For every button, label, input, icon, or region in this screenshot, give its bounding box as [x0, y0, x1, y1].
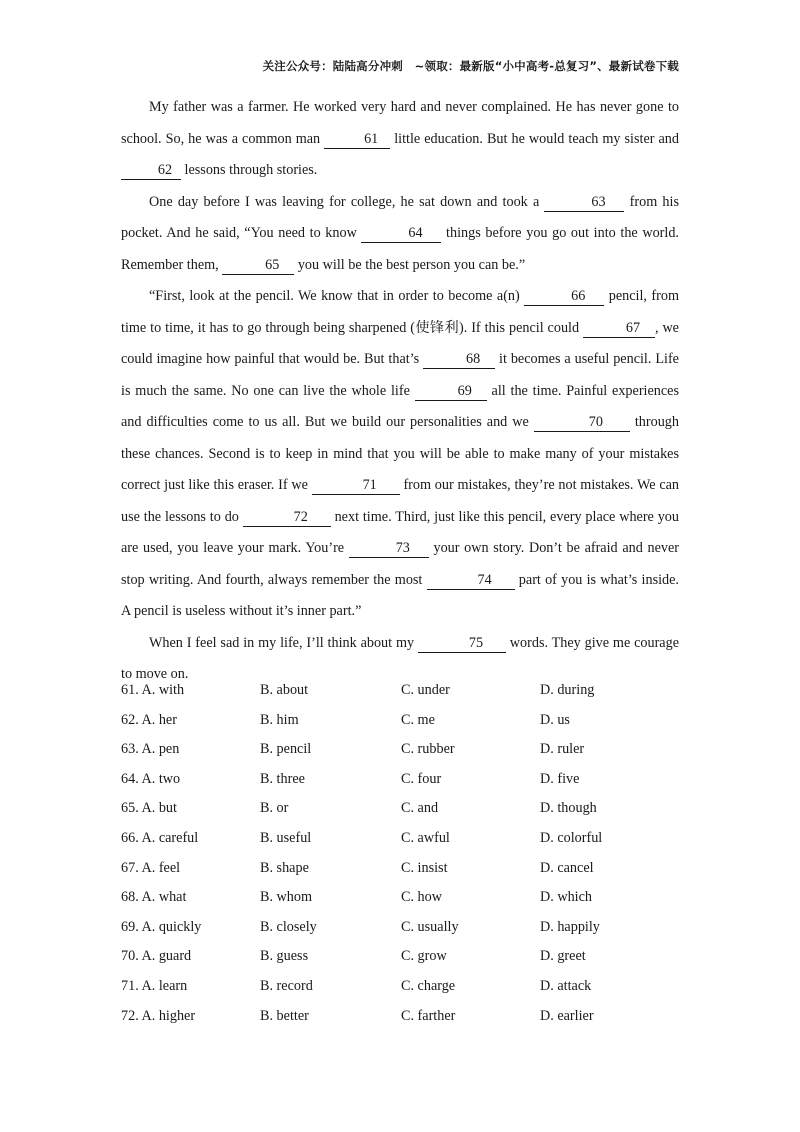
question-row [121, 741, 679, 771]
option-choice: D. though [540, 800, 597, 817]
passage-text: pencil, from time to time, it has to go through being sharpened (使锋利). If this pencil could [121, 288, 679, 336]
question-row [121, 830, 679, 860]
passage-text: My father was a farmer. He worked very hard and never complained. He has never gone to school. So, he was a common man [121, 99, 679, 147]
question-row [121, 771, 679, 801]
option-choice: C. four [401, 770, 442, 787]
passage-text: all the time. Painful experiences and difficulties come to us all. But we build our personalities and we [121, 382, 679, 430]
option-choice: 69. A. quickly [121, 918, 202, 935]
option-choice: B. closely [260, 918, 317, 935]
option-choice: B. shape [260, 859, 309, 876]
option-choice: C. me [401, 711, 435, 728]
answer-options-list [121, 682, 679, 1037]
option-choice: 64. A. two [121, 770, 181, 787]
option-choice: 72. A. higher [121, 1007, 196, 1024]
option-choice: C. charge [401, 977, 456, 994]
passage-text: it becomes a useful pencil. Life is much the same. No one can live the whole life [121, 351, 679, 399]
option-choice: D. attack [540, 977, 592, 994]
option-choice: C. awful [401, 829, 450, 846]
passage-paragraph [121, 187, 679, 282]
option-choice: D. cancel [540, 859, 594, 876]
option-choice: 65. A. but [121, 800, 177, 817]
option-choice: C. how [401, 889, 442, 906]
blank-71[interactable]: 71 [312, 477, 400, 495]
question-row [121, 948, 679, 978]
passage-text: you will be the best person you can be.” [294, 256, 526, 273]
option-choice: C. usually [401, 918, 459, 935]
blank-75[interactable]: 75 [418, 635, 506, 653]
passage-text: next time. Third, just like this pencil, every place where you are used, you leave your mark. You’re [121, 508, 679, 556]
option-choice: B. useful [260, 829, 312, 846]
option-choice: B. him [260, 711, 299, 728]
blank-70[interactable]: 70 [534, 414, 630, 432]
question-row [121, 682, 679, 712]
option-choice: C. grow [401, 948, 447, 965]
option-choice: B. or [260, 800, 289, 817]
option-choice: 70. A. guard [121, 948, 192, 965]
option-choice: B. pencil [260, 741, 312, 758]
option-choice: D. which [540, 889, 593, 906]
passage-text: from his pocket. And he said, “You need to know [121, 193, 679, 241]
question-row [121, 978, 679, 1008]
option-choice: D. during [540, 682, 595, 698]
blank-72[interactable]: 72 [243, 509, 331, 527]
option-choice: B. whom [260, 889, 313, 906]
option-choice: 62. A. her [121, 711, 177, 728]
passage-text: lessons through stories. [181, 162, 318, 178]
question-row [121, 860, 679, 890]
option-choice: 61. A. with [121, 682, 185, 698]
option-choice: C. under [401, 682, 450, 698]
passage-text: your own story. Don’t be afraid and never stop writing. And fourth, always remember the most [121, 540, 679, 588]
blank-73[interactable]: 73 [349, 540, 429, 558]
passage-text: things before you go out into the world. Remember them, [121, 225, 679, 273]
question-row [121, 919, 679, 949]
option-choice: C. and [401, 800, 439, 817]
passage-text: words. They give me courage to move on. [121, 634, 679, 682]
passage-text: When I feel sad in my life, I’ll think about my [149, 634, 418, 651]
option-choice: C. rubber [401, 741, 455, 758]
option-choice: D. us [540, 711, 570, 728]
option-choice: D. ruler [540, 741, 585, 758]
question-row [121, 889, 679, 919]
option-choice: B. about [260, 682, 309, 698]
blank-74[interactable]: 74 [427, 572, 515, 590]
option-choice: 66. A. careful [121, 829, 199, 846]
page-header-banner: 关注公众号：陆陆高分冲刺 ~领取：最新版“小中高考-总复习”、最新试卷下载 [262, 59, 679, 73]
blank-64[interactable]: 64 [361, 225, 441, 243]
option-choice: C. farther [401, 1007, 456, 1024]
option-choice: B. guess [260, 948, 309, 965]
option-choice: B. three [260, 770, 305, 787]
blank-65[interactable]: 65 [222, 257, 294, 275]
passage-paragraph [121, 92, 679, 187]
passage-text: little education. But he would teach my sister and [390, 130, 679, 147]
option-choice: B. record [260, 977, 313, 994]
option-choice: D. earlier [540, 1007, 594, 1024]
blank-68[interactable]: 68 [423, 351, 495, 369]
passage-text: from our mistakes, they’re not mistakes. We can use the lessons to do [121, 477, 680, 525]
option-choice: D. greet [540, 948, 586, 965]
blank-61[interactable]: 61 [324, 131, 390, 149]
blank-63[interactable]: 63 [544, 194, 624, 212]
question-row [121, 1008, 679, 1038]
option-choice: 63. A. pen [121, 741, 180, 758]
option-choice: C. insist [401, 859, 448, 876]
option-choice: 68. A. what [121, 889, 187, 906]
option-choice: B. better [260, 1007, 309, 1024]
passage-text: One day before I was leaving for college, he sat down and took a [149, 193, 545, 210]
cloze-passage [121, 92, 679, 691]
passage-text: “First, look at the pencil. We know that in order to become a(n) [149, 288, 525, 304]
option-choice: D. colorful [540, 829, 603, 846]
blank-66[interactable]: 66 [524, 288, 604, 306]
blank-62[interactable]: 62 [121, 162, 181, 180]
option-choice: 71. A. learn [121, 977, 188, 994]
option-choice: D. happily [540, 918, 600, 935]
passage-text: part of you is what’s inside. A pencil is useless without it’s inner part.” [121, 571, 679, 619]
passage-text: , we could imagine how painful that would be. But that’s [121, 319, 679, 367]
option-choice: 67. A. feel [121, 859, 181, 876]
passage-paragraph [121, 281, 679, 628]
option-choice: D. five [540, 770, 580, 787]
blank-69[interactable]: 69 [415, 383, 487, 401]
question-row [121, 712, 679, 742]
question-row [121, 800, 679, 830]
blank-67[interactable]: 67 [583, 320, 655, 338]
passage-text: through these chances. Second is to keep in mind that you will be able to make many of your mistakes correct just like this eraser. If we [121, 414, 679, 493]
